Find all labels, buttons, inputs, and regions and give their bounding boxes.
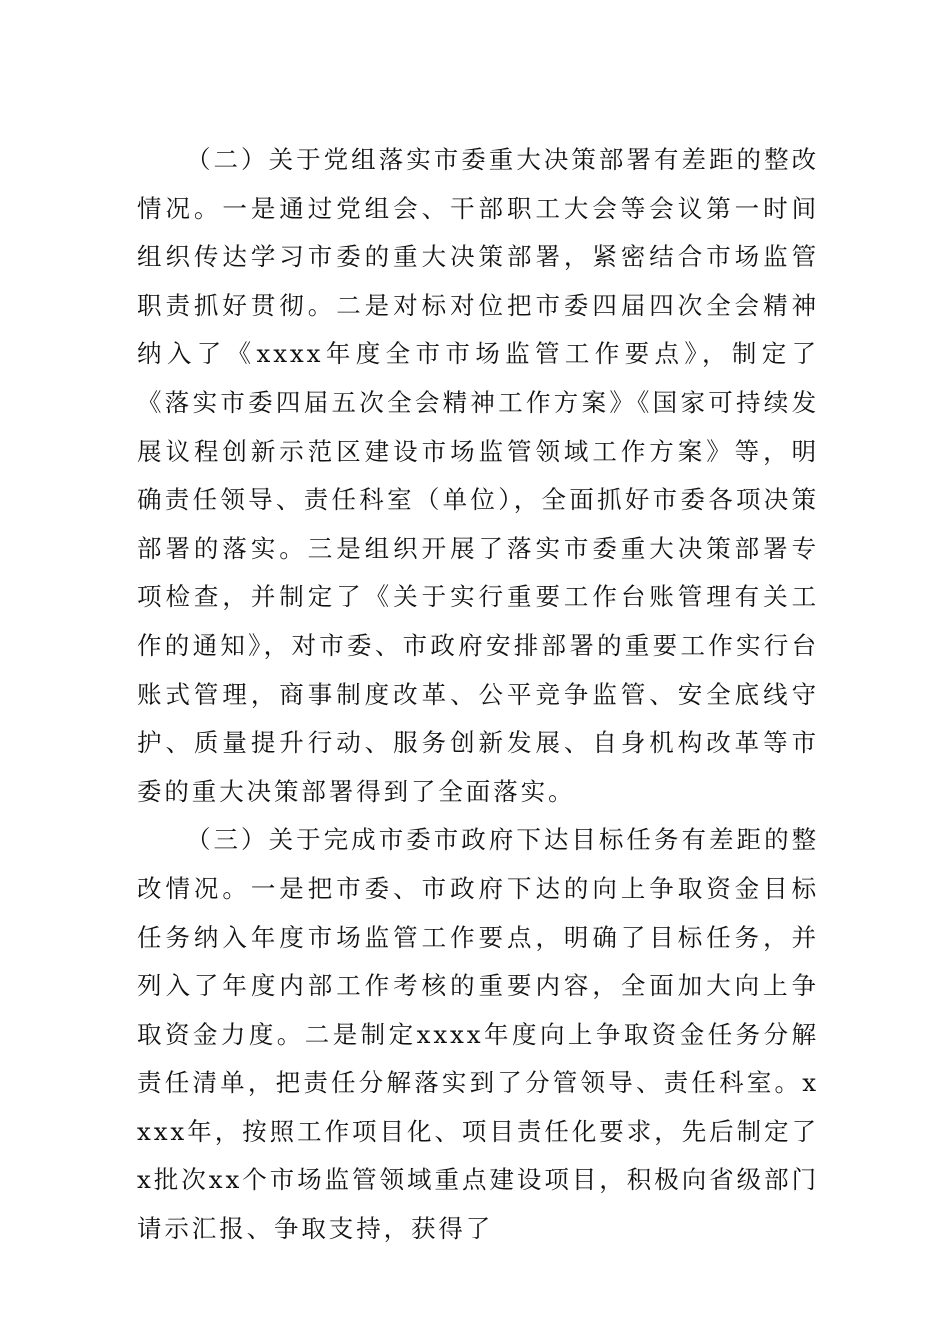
paragraph-rectification-target-tasks: （三）关于完成市委市政府下达目标任务有差距的整改情况。一是把市委、市政府下达的向上争取资金目标任务纳入年度市场监管工作要点，明确了目标任务，并列入了年度内部工作考核的重要内容，全面加大向上争取资金力度。二是制定xxxx年度向上争取资金任务分解责任清单，把责任分解落实到了分管领导、责任科室。xxxx年，按照工作项目化、项目责任化要求，先后制定了x批次xx个市场监管领域重点建设项目，积极向省级部门请示汇报、争取支持，获得了: [137, 825, 819, 1244]
paragraph-rectification-party-group: （二）关于党组落实市委重大决策部署有差距的整改情况。一是通过党组会、干部职工大会等会议第一时间组织传达学习市委的重大决策部署，紧密结合市场监管职责抓好贯彻。二是对标对位把市委四届四次全会精神纳入了《xxxx年度全市市场监管工作要点》，制定了《落实市委四届五次全会精神工作方案》《国家可持续发展议程创新示范区建设市场监管领域工作方案》等，明确责任领导、责任科室（单位），全面抓好市委各项决策部署的落实。三是组织开展了落实市委重大决策部署专项检查，并制定了《关于实行重要工作台账管理有关工作的通知》，对市委、市政府安排部署的重要工作实行台账式管理，商事制度改革、公平竞争监管、安全底线守护、质量提升行动、服务创新发展、自身机构改革等市委的重大决策部署得到了全面落实。: [137, 145, 819, 806]
document-body: [137, 136, 819, 1254]
